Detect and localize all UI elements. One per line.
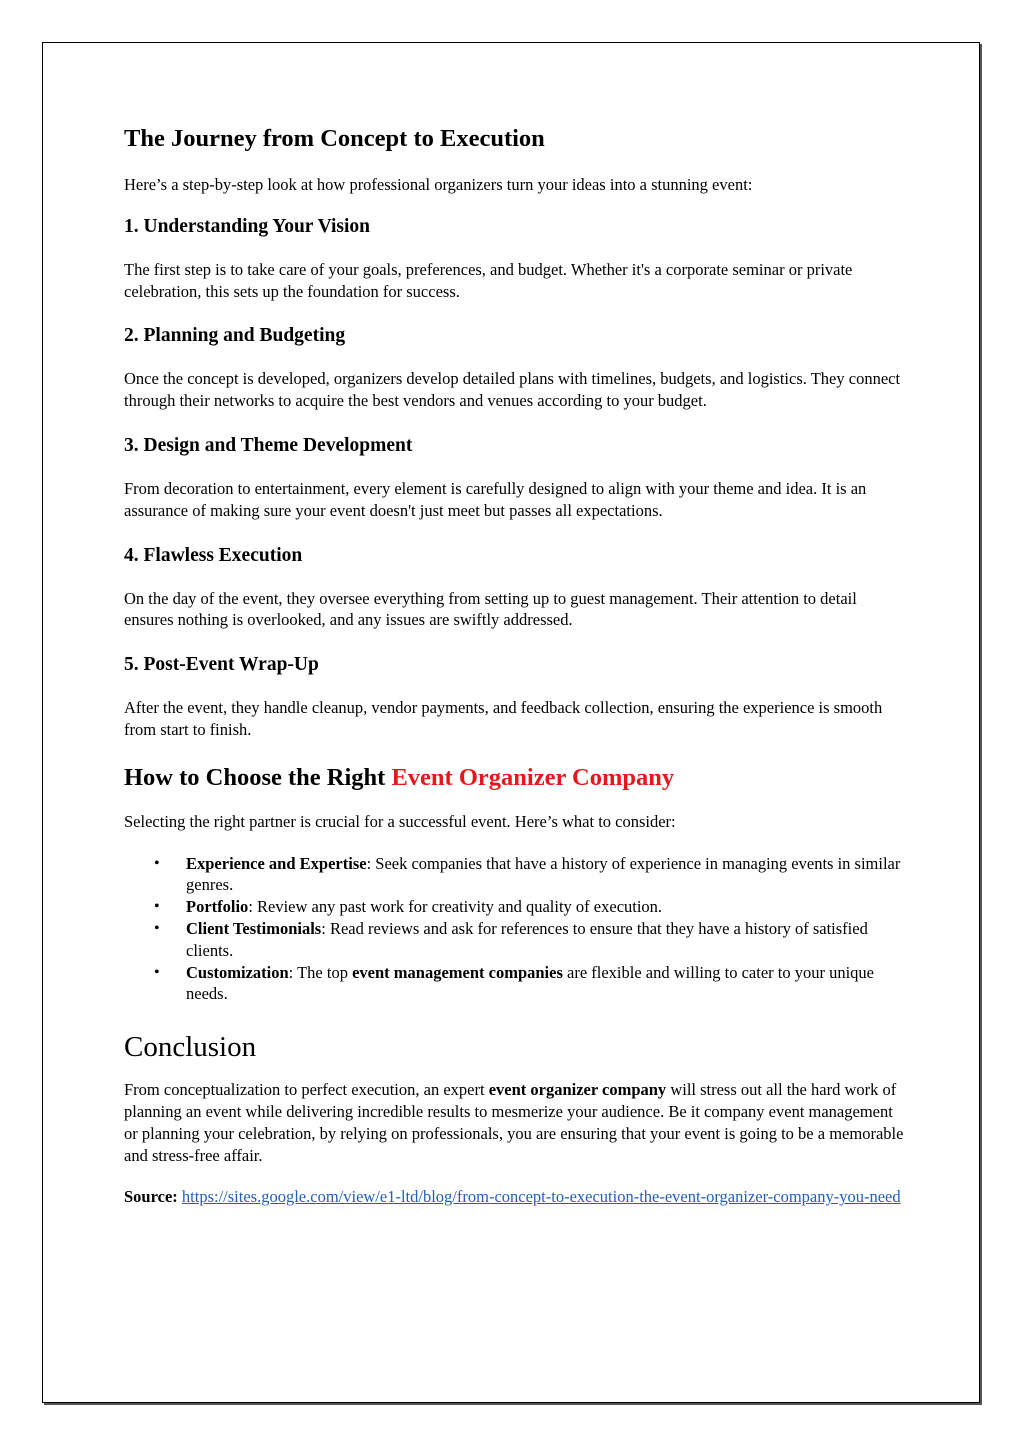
bullet-icon: • [154, 919, 160, 937]
criteria-term: Customization [186, 962, 289, 982]
source-line [124, 1186, 904, 1208]
conclusion-text: will stress out all the hard work of planning an event while delivering incredible results to mesmerize your audience. Be it company event management or planning your celebration, by relying on professionals, you are ensuring that your event is going to be a memorable and stress-free affair. [124, 1080, 904, 1165]
step-3-body: From decoration to entertainment, every element is carefully designed to align with your theme and idea. It is an assurance of making sure your event doesn't just meet but passes all expectations. [124, 478, 867, 520]
list-item [124, 896, 904, 918]
choose-intro: Selecting the right partner is crucial for a successful event. Here’s what to consider: [124, 811, 676, 831]
criteria-text: : Seek companies that have a history of experience in managing events in similar genres. [186, 853, 901, 895]
step-3-heading: 3. Design and Theme Development [124, 434, 413, 456]
page-title: The Journey from Concept to Execution [124, 125, 545, 152]
list-item [124, 918, 904, 962]
intro-paragraph: Here’s a step-by-step look at how professional organizers turn your ideas into a stunning event: [124, 175, 753, 194]
step-1-body: The first step is to take care of your goals, preferences, and budget. Whether it's a corporate seminar or private celebration, this sets up the foundation for success. [124, 259, 853, 301]
bullet-icon: • [154, 898, 160, 916]
step-1-heading: 1. Understanding Your Vision [124, 215, 370, 237]
step-2-heading: 2. Planning and Budgeting [124, 325, 346, 347]
criteria-text: : Read reviews and ask for references to ensure that they have a history of satisfied clients. [186, 918, 868, 960]
source-label: Source: [124, 1187, 178, 1207]
list-item [124, 962, 904, 1006]
step-4-body: On the day of the event, they oversee everything from setting up to guest management. Their attention to detail ensures nothing is overlooked, and any issues are swiftly addressed. [124, 588, 857, 630]
step-4-heading: 4. Flawless Execution [124, 544, 303, 566]
conclusion-text: From conceptualization to perfect execution, an expert [124, 1080, 489, 1100]
conclusion-paragraph [124, 1079, 904, 1166]
criteria-text: are flexible and willing to cater to your unique needs. [186, 962, 874, 1004]
criteria-text: : The top [288, 962, 353, 982]
document-content [124, 124, 904, 1208]
criteria-list [124, 853, 904, 1006]
step-5-body: After the event, they handle cleanup, vendor payments, and feedback collection, ensuring the experience is smooth from start to finish. [124, 698, 883, 739]
step-5-heading: 5. Post-Event Wrap-Up [124, 654, 319, 676]
list-item [124, 853, 904, 897]
bullet-icon: • [154, 854, 160, 872]
source-link[interactable]: https://sites.google.com/view/e1-ltd/blog/from-concept-to-execution-the-event-organizer-company-you-need [181, 1187, 901, 1207]
conclusion-heading: Conclusion [124, 1031, 257, 1064]
criteria-text: : Review any past work for creativity and quality of execution. [248, 897, 663, 917]
conclusion-bold-phrase: event organizer company [488, 1080, 667, 1100]
choose-heading-prefix: How to Choose the Right [124, 763, 392, 791]
choose-heading [124, 763, 904, 793]
criteria-term: Client Testimonials [186, 918, 322, 938]
criteria-term: Portfolio [186, 897, 249, 917]
choose-heading-highlight: Event Organizer Company [391, 763, 675, 791]
bullet-icon: • [154, 963, 160, 981]
criteria-bold-phrase: event management companies [352, 962, 563, 982]
step-2-body: Once the concept is developed, organizers develop detailed plans with timelines, budgets, and logistics. They connect through their networks to acquire the best vendors and venues according to your budget. [124, 369, 901, 411]
criteria-term: Experience and Expertise [186, 853, 367, 873]
